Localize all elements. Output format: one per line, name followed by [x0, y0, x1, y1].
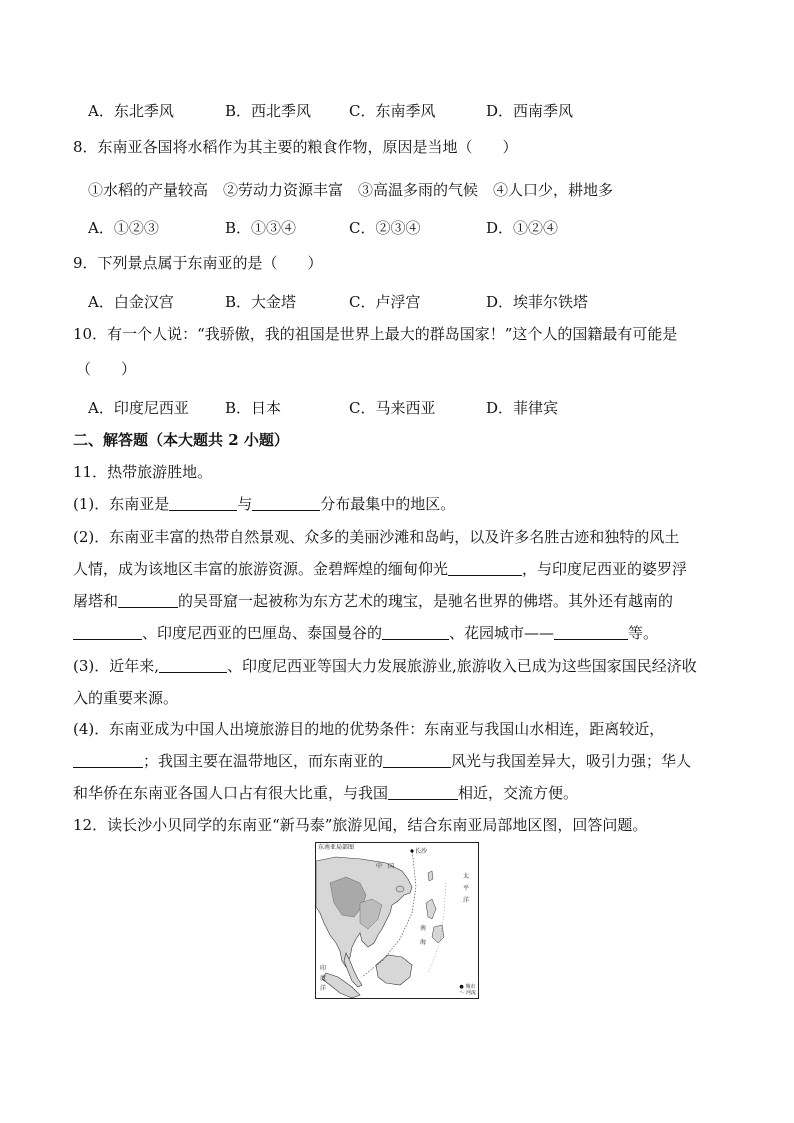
- map-title: 东南亚局部图: [318, 844, 355, 851]
- map-legend: [459, 984, 476, 996]
- q11-p4-text: 风光与我国差异大，吸引力强；华人: [451, 752, 692, 770]
- answer-blank[interactable]: [554, 623, 628, 640]
- q8-option-c: C．②③④: [349, 219, 421, 237]
- q7-option-d: D．西南季风: [486, 102, 574, 120]
- q7-option-a: A．东北季风: [88, 102, 174, 120]
- q11-p2-text: 人情，成为该地区丰富的旅游资源。金碧辉煌的缅甸仰光: [73, 560, 449, 578]
- q11-part2-line4: [73, 623, 658, 643]
- q9-option-d: D．埃菲尔铁塔: [486, 293, 589, 311]
- q9-option-b: B．大金塔: [225, 293, 297, 311]
- q8-items: ①水稻的产量较高 ②劳动力资源丰富 ③高温多雨的气候 ④人口少，耕地多: [88, 181, 614, 199]
- q11-p2-text: 等。: [628, 624, 659, 642]
- map-label-ocean: 平: [463, 885, 470, 892]
- q11-p1-text-b: 与: [237, 495, 253, 513]
- answer-blank[interactable]: [388, 783, 458, 800]
- map-label-sea: 南: [420, 925, 427, 932]
- q10-option-a: A．印度尼西亚: [88, 399, 189, 417]
- q11-p2-text: 、印度尼西亚的巴厘岛、泰国曼谷的: [142, 624, 383, 642]
- answer-blank[interactable]: [169, 494, 237, 511]
- q11-part4-line3: [73, 783, 578, 803]
- map-drawing: [316, 843, 478, 998]
- q9-option-c: C．卢浮宫: [349, 293, 421, 311]
- q7-option-b: B．西北季风: [225, 102, 312, 120]
- q11-p2-text: 、花园城市——: [449, 624, 555, 642]
- q8-option-a: A．①②③: [88, 219, 159, 237]
- q11-p2-text: ，与印度尼西亚的婆罗浮: [522, 560, 688, 578]
- q8-option-d: D．①②④: [486, 219, 559, 237]
- q11-p4-text: 和华侨在东南亚各国人口占有很大比重，与我国: [73, 784, 389, 802]
- legend-city: ● 城市: [459, 984, 476, 990]
- map-label-changsha: 长沙: [415, 848, 428, 855]
- answer-blank[interactable]: [159, 656, 227, 673]
- q11-p1-text-a: (1)．东南亚是: [73, 495, 170, 513]
- map-label-ocean: 太: [463, 873, 470, 880]
- q9-stem: 9．下列景点属于东南亚的是（ ）: [73, 254, 323, 272]
- q11-part3-line2: 入的重要来源。: [73, 689, 179, 707]
- q11-part4-line1: (4)．东南亚成为中国人出境旅游目的地的优势条件：东南亚与我国山水相连，距离较近，: [73, 720, 665, 738]
- q11-p3-text: 、印度尼西亚等国大力发展旅游业,旅游收入已成为这些国家国民经济收: [227, 657, 697, 675]
- map-label-indian-ocean: 度: [320, 975, 327, 982]
- answer-blank[interactable]: [383, 751, 451, 768]
- q11-p2-text: 屠塔和: [73, 592, 119, 610]
- q10-option-c: C．马来西亚: [349, 399, 436, 417]
- southeast-asia-map: [315, 842, 479, 999]
- answer-blank[interactable]: [252, 494, 320, 511]
- answer-blank[interactable]: [118, 591, 178, 608]
- legend-river: ～ 河流: [459, 990, 476, 996]
- q11-part4-line2: [73, 751, 691, 771]
- q8-option-b: B．①③④: [225, 219, 297, 237]
- map-label-sea: 海: [420, 939, 427, 946]
- q11-part2-line2: [73, 559, 687, 579]
- q11-title: 11．热带旅游胜地。: [73, 463, 213, 481]
- map-label-china: 中 国: [376, 863, 395, 870]
- q11-p1-text-c: 分布最集中的地区。: [320, 495, 456, 513]
- q8-stem: 8．东南亚各国将水稻作为其主要的粮食作物，原因是当地（ ）: [73, 138, 518, 156]
- map-label-indian-ocean: 洋: [320, 985, 327, 992]
- section-title: 二、解答题（本大题共 2 小题）: [73, 431, 289, 449]
- q11-part3-line1: [73, 656, 697, 676]
- map-label-ocean: 洋: [463, 897, 470, 904]
- q10-option-d: D．菲律宾: [486, 399, 559, 417]
- q11-p2-text: 的吴哥窟一起被称为东方艺术的瑰宝，是驰名世界的佛塔。其外还有越南的: [178, 592, 674, 610]
- q11-part2-line3: [73, 591, 673, 611]
- q11-p3-text: (3)．近年来,: [73, 657, 160, 675]
- q9-option-a: A．白金汉宫: [88, 293, 174, 311]
- q11-part2-line1: (2)．东南亚丰富的热带自然景观、众多的美丽沙滩和岛屿，以及许多名胜古迹和独特的风土: [73, 528, 680, 546]
- answer-blank[interactable]: [73, 751, 143, 768]
- map-label-indian-ocean: 印: [320, 965, 327, 972]
- q11-part1: [73, 494, 455, 514]
- answer-blank[interactable]: [448, 559, 522, 576]
- answer-blank[interactable]: [382, 623, 449, 640]
- q10-option-b: B．日本: [225, 399, 282, 417]
- q11-p4-text: ；我国主要在温带地区，而东南亚的: [143, 752, 384, 770]
- q10-stem-paren: （ ）: [76, 360, 137, 378]
- answer-blank[interactable]: [73, 623, 142, 640]
- q12-stem: 12．读长沙小贝同学的东南亚“新马泰”旅游见闻，结合东南亚局部地区图，回答问题。: [73, 816, 648, 834]
- q11-p4-text: 相近，交流方便。: [458, 784, 579, 802]
- q7-option-c: C．东南季风: [349, 102, 436, 120]
- q10-stem: 10．有一个人说：“我骄傲，我的祖国是世界上最大的群岛国家！”这个人的国籍最有可能是: [73, 325, 678, 343]
